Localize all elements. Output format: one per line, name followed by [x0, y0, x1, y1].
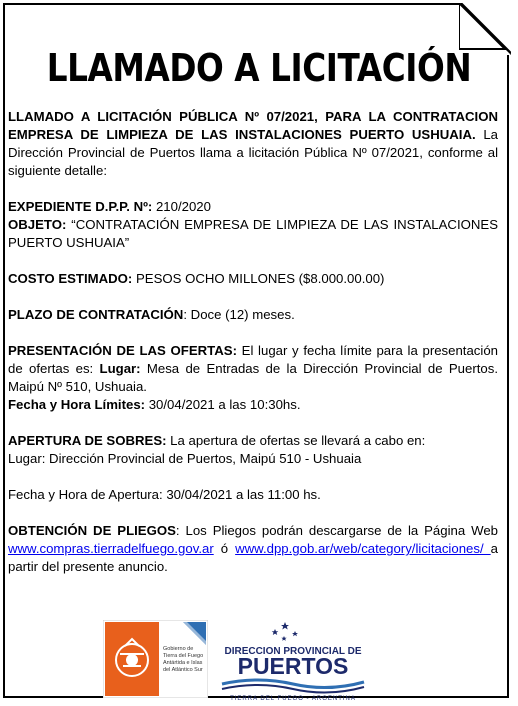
- expediente-value: 210/2020: [152, 199, 211, 214]
- fecha-limite-label: Fecha y Hora Límites:: [8, 397, 146, 412]
- notice-body: [8, 108, 498, 576]
- apertura-line: [8, 432, 498, 450]
- pliegos-label: OBTENCIÓN DE PLIEGOS: [8, 523, 176, 538]
- presentacion-paragraph: [8, 342, 498, 396]
- pliegos-tail: a partir del presente anuncio.: [8, 541, 498, 574]
- gob-line-2: Tierra del Fuego: [163, 653, 204, 659]
- objeto-line: [8, 216, 498, 252]
- costo-value: PESOS OCHO MILLONES ($8.000.00.00): [132, 271, 385, 286]
- logos-row: [100, 618, 370, 702]
- gob-line-4: del Atlántico Sur: [163, 667, 203, 673]
- pliegos-paragraph: [8, 522, 498, 576]
- objeto-value: “CONTRATACIÓN EMPRESA DE LIMPIEZA DE LAS INSTALACIONES PUERTO USHUAIA”: [8, 217, 498, 250]
- intro-paragraph: [8, 108, 498, 180]
- costo-label: COSTO ESTIMADO:: [8, 271, 133, 286]
- or-text: ó: [213, 541, 236, 556]
- dpp-licitaciones-link[interactable]: www.dpp.gob.ar/web/category/licitaciones/: [235, 541, 491, 556]
- dpp-line-3: TIERRA DEL FUEGO - ARGENTINA: [230, 696, 356, 702]
- lugar-value: Mesa de Entradas de la Dirección Provincial de Puertos. Maipú Nº 510, Ushuaia.: [8, 361, 498, 394]
- dpp-line-2: PUERTOS: [237, 653, 349, 679]
- gobierno-tierra-del-fuego-logo: [103, 620, 208, 698]
- plazo-value: : Doce (12) meses.: [183, 307, 295, 322]
- gob-line-3: Antártida e Islas: [163, 660, 203, 666]
- pliegos-text: : Los Pliegos podrán descargarse de la Página Web: [175, 523, 498, 538]
- expediente-label: EXPEDIENTE D.P.P. Nº:: [8, 199, 153, 214]
- plazo-line: [8, 306, 498, 324]
- gob-line-1: Gobierno de: [163, 646, 194, 652]
- apertura-fecha: Fecha y Hora de Apertura: 30/04/2021 a las 11:00 hs.: [8, 487, 321, 502]
- objeto-label: OBJETO:: [8, 217, 67, 232]
- expediente-line: [8, 198, 498, 216]
- dpp-line-1: DIRECCION PROVINCIAL DE: [224, 646, 362, 657]
- apertura-lugar: Lugar: Dirección Provincial de Puertos, Maipú 510 - Ushuaia: [8, 451, 362, 466]
- intro-heading: LLAMADO A LICITACIÓN PÚBLICA Nº 07/2021, PARA LA CONTRATACION EMPRESA DE LIMPIEZA DE LAS INSTALACIONES PUERTO USHUAIA.: [8, 109, 498, 142]
- lugar-label: Lugar:: [99, 361, 141, 376]
- presentacion-text: El lugar y fecha límite para la presentación de ofertas es:: [8, 343, 498, 376]
- fecha-limite-line: [8, 396, 498, 414]
- fecha-limite-value: 30/04/2021 a las 10:30hs.: [145, 397, 301, 412]
- page-title: LLAMADO A LICITACIÓN: [46, 46, 472, 90]
- plazo-label: PLAZO DE CONTRATACIÓN: [8, 307, 184, 322]
- intro-text: La Dirección Provincial de Puertos llama a licitación Pública Nº 07/2021, conforme al siguiente detalle:: [8, 127, 498, 178]
- presentacion-label: PRESENTACIÓN DE LAS OFERTAS:: [8, 343, 237, 358]
- apertura-text: La apertura de ofertas se llevará a cabo en:: [166, 433, 426, 448]
- costo-line: [8, 270, 498, 288]
- apertura-label: APERTURA DE SOBRES:: [8, 433, 167, 448]
- compras-link[interactable]: www.compras.tierradelfuego.gov.ar: [8, 541, 214, 556]
- direccion-provincial-de-puertos-logo: [218, 618, 368, 702]
